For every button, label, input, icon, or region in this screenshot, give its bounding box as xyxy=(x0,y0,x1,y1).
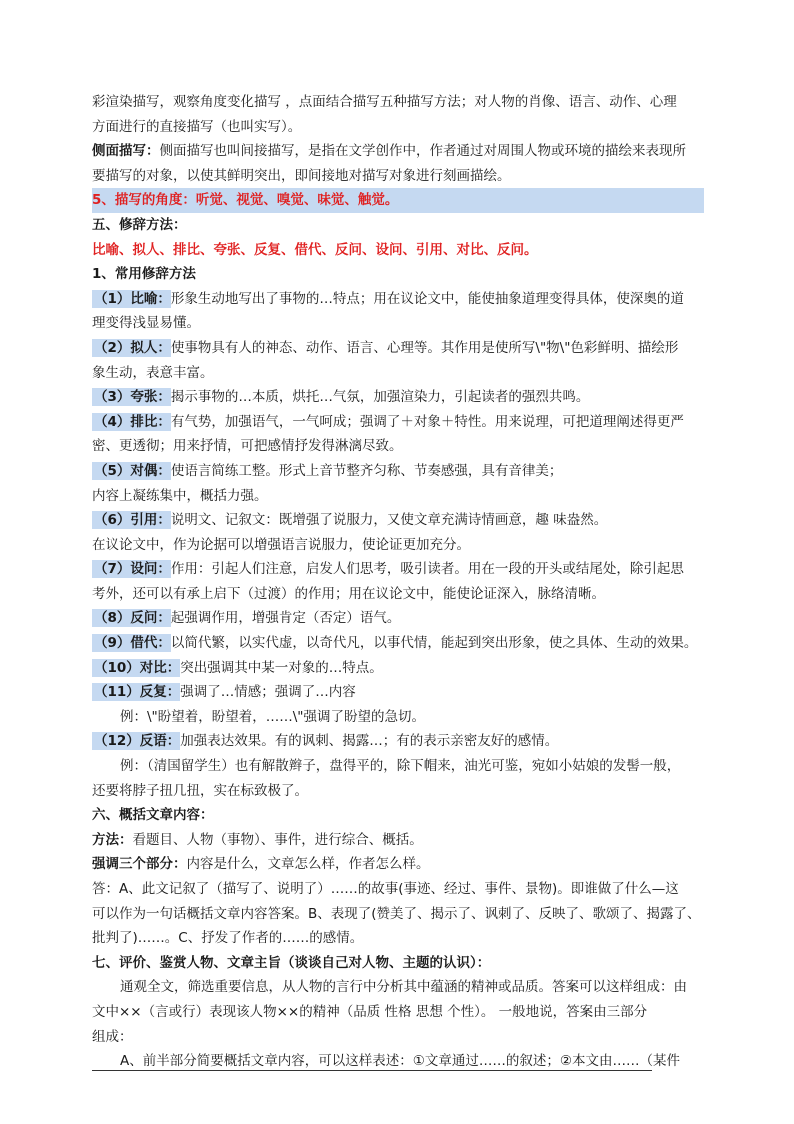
text-line: 文中××（言或行）表现该人物××的精神（品质 性格 思想 个性）。 一般地说，答案由三部分 xyxy=(92,1003,648,1020)
text-body: 起强调作用，增强肯定（否定）语气。 xyxy=(170,610,401,627)
term-label: （2）拟人： xyxy=(94,339,171,356)
text-body: 加强表达效果。有的讽刺、揭露…；有的表示亲密友好的感情。 xyxy=(180,733,559,750)
paragraph-line: A、前半部分简要概括文章内容，可以这样表述：①文章通过……的叙述；②本文由……（某件 xyxy=(120,1053,680,1070)
text-body: 作用：引起人们注意，启发人们思考，吸引读者。用在一段的开头或结尾处，除引起思 xyxy=(170,561,684,578)
term-label: （5）对偶： xyxy=(94,462,171,479)
text-line: 要描写的对象，以使其鲜明突出，即间接地对描写对象进行刻画描绘。 xyxy=(92,167,511,184)
term-label: 强调三个部分： xyxy=(92,856,187,873)
text-line xyxy=(92,656,704,681)
text-line: 答：A、此文记叙了（描写了、说明了）……的故事(事迹、经过、事件、景物)。即谁做了什么—这 xyxy=(92,881,679,897)
text-line: 批判了)……。C、抒发了作者的……的感情。 xyxy=(92,930,364,947)
term-label: （9）借代： xyxy=(94,635,171,652)
text-line: 密、更透彻；用来抒情，可把感情抒发得淋漓尽致。 xyxy=(92,438,403,455)
text-line: 在议论文中，作为论据可以增强语言说服力，使论证更加充分。 xyxy=(92,536,470,553)
text-line: 可以作为一句话概括文章内容答案。B、表现了(赞美了、揭示了、讽刺了、反映了、歌颂了、揭露了、 xyxy=(92,905,701,922)
text-body: 内容是什么，文章怎么样，作者怎么样。 xyxy=(186,856,430,873)
text-line xyxy=(92,852,704,877)
text-line xyxy=(92,287,704,312)
text-line: 方面进行的直接描写（也叫实写）。 xyxy=(92,118,302,135)
subsection-heading: 1、常用修辞方法 xyxy=(92,266,196,283)
text-line xyxy=(92,680,704,705)
text-body: 有气势，加强语气，一气呵成；强调了＋对象＋特性。用来说理，可把道理阐述得更严 xyxy=(170,413,684,430)
text-body: 使语言简练工整。形式上音节整齐匀称、节奏感强，具有音律美； xyxy=(170,462,563,479)
text-body: 形象生动地写出了事物的…特点；用在议论文中，能使抽象道理变得具体，使深奥的道 xyxy=(170,290,684,307)
term-label: （10）对比： xyxy=(94,659,181,676)
text-line: 内容上凝练集中，概括力强。 xyxy=(92,487,268,504)
term-label: （4）排比： xyxy=(94,413,171,430)
term-label: 方法： xyxy=(92,831,133,848)
text-line xyxy=(92,631,704,656)
text-body: 揭示事物的…本质，烘托…气氛，加强渲染力，引起读者的强烈共鸣。 xyxy=(170,389,590,406)
text-body: 以简代繁，以实代虚，以奇代凡，以事代情，能起到突出形象，使之具体、生动的效果。 xyxy=(170,635,698,652)
section-heading: 七、评价、鉴赏人物、文章主旨（谈谈自己对人物、主题的认识）： xyxy=(92,954,491,971)
text-line: 彩渲染描写，观察角度变化描写 ，点面结合描写五种描写方法；对人物的肖像、语言、动作、心理 xyxy=(92,94,677,110)
term-label: 侧面描写： xyxy=(92,143,160,160)
term-label: （8）反问： xyxy=(94,610,171,627)
section-heading: 六、概括文章内容： xyxy=(92,807,214,824)
highlighted-heading: 5、描写的角度：听觉、视觉、嗅觉、味觉、触觉。 xyxy=(92,188,704,213)
text-line xyxy=(92,606,704,631)
text-body: 使事物具有人的神态、动作、语言、心理等。其作用是使所写\"物\"色彩鲜明、描绘形 xyxy=(170,339,679,356)
text-line xyxy=(92,729,704,754)
example-line: 例：（清国留学生）也有解散辫子，盘得平的，除下帽来，油光可鉴，宛如小姑娘的发髻一般， xyxy=(120,758,681,775)
footer-rule xyxy=(92,1070,652,1071)
term-label: （11）反复： xyxy=(94,684,181,701)
text-line: 考外，还可以有承上启下（过渡）的作用；用在议论文中，能使论证深入，脉络清晰。 xyxy=(92,585,605,602)
term-label: （3）夸张： xyxy=(94,389,171,406)
paragraph-line: 通观全文，筛选重要信息，从人物的言行中分析其中蕴涵的精神或品质。答案可以这样组成：由 xyxy=(120,979,687,996)
text-body: 侧面描写也叫间接描写，是指在文学创作中，作者通过对周围人物或环境的描绘来表现所 xyxy=(159,143,686,160)
text-body: 突出强调其中某一对象的…特点。 xyxy=(180,659,383,676)
text-line xyxy=(92,508,704,533)
text-body: 强调了…情感；强调了…内容 xyxy=(180,684,356,701)
section-heading: 五、修辞方法： xyxy=(92,216,187,233)
document-body xyxy=(92,90,704,1074)
text-line xyxy=(92,459,704,484)
term-label: （12）反语： xyxy=(94,733,181,750)
rhetoric-list: 比喻、拟人、排比、夸张、反复、借代、反问、设问、引用、对比、反问。 xyxy=(92,241,538,258)
text-line: 理变得浅显易懂。 xyxy=(92,315,200,332)
term-label: （1）比喻： xyxy=(94,290,171,307)
example-line: 例：\"盼望着，盼望着，……\"强调了盼望的急切。 xyxy=(120,708,426,725)
text-line xyxy=(92,828,704,853)
text-body: 说明文、记叙文：既增强了说服力，又使文章充满诗情画意，趣 味盎然。 xyxy=(170,512,608,529)
text-line xyxy=(92,557,704,582)
term-label: （6）引用： xyxy=(94,512,171,529)
text-line: 组成： xyxy=(92,1028,133,1045)
text-line: 象生动，表意丰富。 xyxy=(92,364,214,381)
text-line xyxy=(92,336,704,361)
text-line xyxy=(92,139,704,164)
text-line xyxy=(92,385,704,410)
text-line: 还要将脖子扭几扭，实在标致极了。 xyxy=(92,782,308,799)
term-label: （7）设问： xyxy=(94,561,171,578)
text-body: 看题目、人物（事物）、事件，进行综合、概括。 xyxy=(132,831,423,848)
text-line xyxy=(92,410,704,435)
